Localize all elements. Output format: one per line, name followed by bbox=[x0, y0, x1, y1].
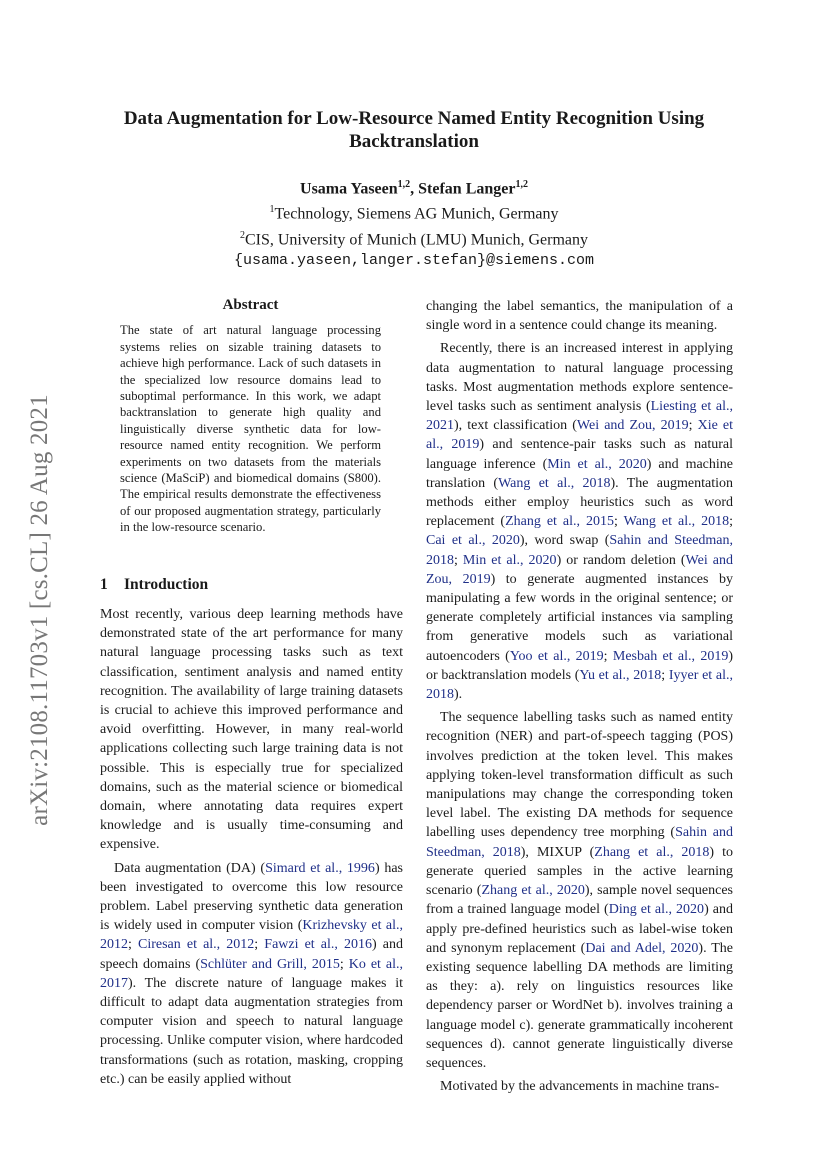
left-column-body bbox=[100, 605, 403, 1089]
citation-link[interactable]: Simard et al., 1996 bbox=[265, 860, 375, 876]
arxiv-identifier[interactable]: arXiv:2108.11703v1 [cs.CL] 26 Aug 2021 bbox=[26, 394, 53, 826]
citation-link[interactable]: Sahin and Steedman, 2018 bbox=[426, 533, 734, 568]
citation-link[interactable]: Yoo et al., 2019 bbox=[509, 648, 604, 664]
author-email: {usama.yaseen,langer.stefan}@siemens.com bbox=[233, 251, 595, 269]
author-affil-marker: 1,2 bbox=[515, 179, 528, 190]
abstract-heading: Abstract bbox=[222, 297, 279, 313]
citation-link[interactable]: Zhang et al., 2020 bbox=[481, 883, 585, 899]
paper-title: Data Augmentation for Low-Resource Named Entity Recognition Using Backtranslation bbox=[123, 108, 705, 152]
citation-link[interactable]: Min et al., 2020 bbox=[547, 456, 647, 472]
citation-link[interactable]: Fawzi et al., 2016 bbox=[264, 937, 373, 953]
paragraph: The sequence labelling tasks such as named entity recognition (NER) and part-of-speech tagging (POS) involves prediction at the token level. This makes applying token-level transformation difficult as such manipulations may change the corresponding token level label. The existing DA methods for sequence labelling uses dependency tree morphing (Sahin and Steedman, 2018), MIXUP (Zhang et al., 2018) to generate queried samples in the active learning scenario (Zhang et al., 2020), sample novel sequences from a trained language model (Ding et al., 2020) and apply pre-defined heuristics such as label-wise token and synonym replacement (Dai and Adel, 2020). The existing sequence labelling DA methods are limiting as they: a). rely on linguistics resources like dependency parser or WordNet b). involves training a language model c). generate grammatically incoherent sequences d). cannot generate linguistically diverse sequences. bbox=[426, 710, 733, 1071]
section-number: 1 bbox=[100, 576, 108, 593]
citation-link[interactable]: Ding et al., 2020 bbox=[608, 902, 705, 918]
paragraph: Motivated by the advancements in machine trans- bbox=[440, 1079, 720, 1095]
citation-link[interactable]: Krizhevsky et al., 2012 bbox=[100, 918, 403, 953]
author-block bbox=[100, 174, 728, 271]
citation-link[interactable]: Dai and Adel, 2020 bbox=[585, 940, 699, 956]
arxiv-stamp bbox=[18, 360, 62, 860]
affiliation-1: $^1$Technology, Siemens AG Munich, Germany bbox=[269, 204, 559, 223]
citation-link[interactable]: Xie et al., 2019 bbox=[426, 418, 733, 453]
author-affil-marker: 1,2 bbox=[397, 179, 411, 190]
paragraph: Most recently, various deep learning methods have demonstrated state of the art performance for many natural language processing tasks such as text classification, sentiment analysis and named entity recognition. The availability of large training datasets is crucial to achieve this improved performance and avoid overfitting. However, in many real-world applications collecting such large training data is not possible. This is especially true for specialized domains, such as the material science or biomedical domain, where annotating data requires expert knowledge and is usually time-consuming and expensive. bbox=[100, 607, 403, 853]
author-names bbox=[100, 174, 728, 199]
citation-link[interactable]: Wei and Zou, 2019 bbox=[576, 418, 689, 434]
citation-link[interactable]: Wei and Zou, 2019 bbox=[426, 552, 733, 587]
right-column-body bbox=[426, 297, 733, 1096]
citation-link[interactable]: Sahin and Steedman, 2018 bbox=[426, 825, 733, 860]
citation-link[interactable]: Min et al., 2020 bbox=[462, 552, 557, 568]
citation-link[interactable]: Zhang et al., 2015 bbox=[505, 514, 614, 530]
citation-link[interactable]: Wang et al., 2018 bbox=[623, 514, 730, 530]
paragraph: Data augmentation (DA) (Simard et al., 1996) has been investigated to overcome this low resource problem. Label preserving synthetic data generation is widely used in computer vision (Krizhevsky et al., 2012; Ciresan et al., 2012; Fawzi et al., 2016) and speech domains (Schlüter and Grill, 2015; Ko et al., 2017). The discrete nature of language makes it difficult to adapt data augmentation strategies from computer vision and speech to natural language processing. Unlike computer vision, where hardcoded transformations (such as rotation, masking, cropping etc.) can be easily applied without bbox=[100, 860, 404, 1087]
citation-link[interactable]: Cai et al., 2020 bbox=[426, 533, 520, 549]
citation-link[interactable]: Liesting et al., 2021 bbox=[426, 399, 734, 434]
paragraph: changing the label semantics, the manipulation of a single word in a sentence could change its meaning. bbox=[426, 299, 733, 334]
citation-link[interactable]: Schlüter and Grill, 2015 bbox=[200, 956, 340, 972]
affiliation-2: $^2$CIS, University of Munich (LMU) Munich, Germany bbox=[239, 229, 589, 248]
citation-link[interactable]: Wang et al., 2018 bbox=[498, 475, 611, 491]
citation-link[interactable]: Iyyer et al., 2018 bbox=[426, 667, 734, 703]
abstract-text: The state of art natural language processing systems relies on sizable training datasets to achieve high performance. Lack of such datasets in the specialized low resource domains lead to suboptimal performance. In this work, we adapt backtranslation to generate high quality and linguistically diverse synthetic data for low-resource named entity recognition. We perform experiments on two datasets from the materials science (MaSciP) and biomedical domains (S800). The empirical results demonstrate the effectiveness of our proposed augmentation strategy, particularly in the low-resource scenario. bbox=[120, 323, 381, 535]
section-heading-introduction bbox=[100, 576, 402, 594]
citation-link[interactable]: Mesbah et al., 2019 bbox=[612, 648, 729, 664]
paragraph: Recently, there is an increased interest in applying data augmentation to natural language processing tasks. Most augmentation methods explore sentence-level tasks such as sentiment analysis (Liesting et al., 2021), text classification (Wei and Zou, 2019; Xie et al., 2019) and sentence-pair tasks such as natural language inference (Min et al., 2020) and machine translation (Wang et al., 2018). The augmentation methods either employ heuristics such as word replacement (Zhang et al., 2015; Wang et al., 2018; Cai et al., 2020), word swap (Sahin and Steedman, 2018; Min et al., 2020) or random deletion (Wei and Zou, 2019) to generate augmented instances by manipulating a few words in the original sentence; or generate completely artificial instances via sampling from generative models such as variational autoencoders (Yoo et al., 2019; Mesbah et al., 2019) or backtranslation models (Yu et al., 2018; Iyyer et al., 2018). bbox=[426, 341, 734, 703]
citation-link[interactable]: Yu et al., 2018 bbox=[579, 667, 662, 683]
author-name: , Stefan Langer bbox=[410, 180, 516, 198]
abstract bbox=[120, 297, 381, 536]
section-title-text: Introduction bbox=[124, 576, 209, 593]
author-name: Usama Yaseen bbox=[300, 180, 398, 198]
citation-link[interactable]: Zhang et al., 2018 bbox=[594, 844, 710, 860]
citation-link[interactable]: Ciresan et al., 2012 bbox=[138, 937, 255, 953]
citation-link[interactable]: Ko et al., 2017 bbox=[100, 956, 404, 991]
